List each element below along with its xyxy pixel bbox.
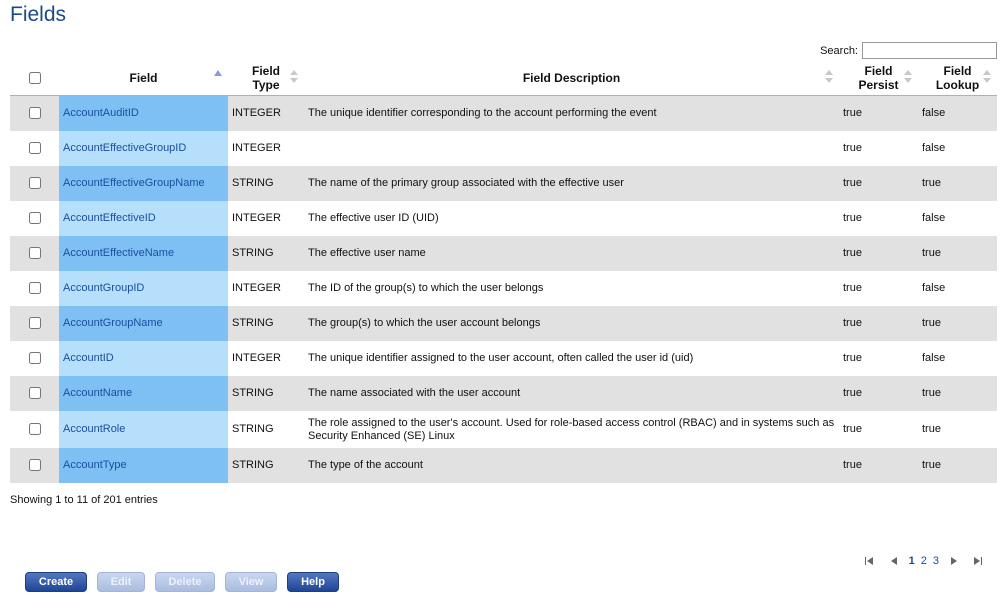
field-description-cell: The unique identifier assigned to the user account, often called the user id (uid) bbox=[304, 341, 839, 376]
field-type-cell: STRING bbox=[228, 166, 304, 201]
field-description-cell: The unique identifier corresponding to the account performing the event bbox=[304, 96, 839, 132]
sort-both-icon bbox=[904, 70, 912, 84]
table-row[interactable] bbox=[10, 131, 997, 166]
row-checkbox[interactable] bbox=[29, 317, 41, 329]
field-persist-cell: true bbox=[839, 131, 918, 166]
column-header-field-type[interactable] bbox=[228, 60, 304, 96]
field-name-link[interactable]: AccountRole bbox=[63, 423, 126, 435]
row-checkbox[interactable] bbox=[29, 247, 41, 259]
search-box bbox=[820, 42, 997, 59]
page-title: Fields bbox=[10, 3, 67, 26]
row-checkbox[interactable] bbox=[29, 387, 41, 399]
field-description-cell: The group(s) to which the user account belongs bbox=[304, 306, 839, 341]
field-lookup-cell: true bbox=[918, 236, 997, 271]
row-checkbox[interactable] bbox=[29, 282, 41, 294]
row-checkbox[interactable] bbox=[29, 423, 41, 435]
table-row[interactable] bbox=[10, 411, 997, 448]
previous-page-icon[interactable] bbox=[888, 555, 900, 567]
field-lookup-cell: false bbox=[918, 131, 997, 166]
field-name-link[interactable]: AccountEffectiveID bbox=[63, 212, 156, 224]
field-persist-cell: true bbox=[839, 236, 918, 271]
page-link-2[interactable]: 2 bbox=[920, 555, 927, 567]
field-type-cell: STRING bbox=[228, 411, 304, 448]
field-persist-cell: true bbox=[839, 201, 918, 236]
table-row[interactable] bbox=[10, 341, 997, 376]
field-lookup-cell: true bbox=[918, 448, 997, 483]
field-persist-cell: true bbox=[839, 411, 918, 448]
select-all-header bbox=[10, 60, 59, 96]
column-header-label: Field Description bbox=[522, 70, 621, 85]
field-name-link[interactable]: AccountName bbox=[63, 387, 133, 399]
field-description-cell: The name associated with the user account bbox=[304, 376, 839, 411]
field-description-cell: The role assigned to the user's account. Used for role-based access control (RBAC) and in systems such as Security Enhanced (SE) Linux bbox=[304, 411, 839, 448]
table-row[interactable] bbox=[10, 236, 997, 271]
field-lookup-cell: false bbox=[918, 96, 997, 132]
field-description-cell: The type of the account bbox=[304, 448, 839, 483]
column-header-field[interactable] bbox=[59, 60, 228, 96]
field-description-cell: The effective user ID (UID) bbox=[304, 201, 839, 236]
next-page-icon[interactable] bbox=[948, 555, 960, 567]
field-name-link[interactable]: AccountGroupName bbox=[63, 317, 163, 329]
column-header-field-lookup[interactable] bbox=[918, 60, 997, 96]
field-type-cell: INTEGER bbox=[228, 96, 304, 132]
field-lookup-cell: false bbox=[918, 271, 997, 306]
field-persist-cell: true bbox=[839, 341, 918, 376]
field-type-cell: STRING bbox=[228, 448, 304, 483]
field-name-link[interactable]: AccountGroupID bbox=[63, 282, 145, 294]
sort-ascending-icon bbox=[214, 70, 222, 76]
sort-both-icon bbox=[983, 70, 991, 84]
last-page-icon[interactable] bbox=[972, 555, 984, 567]
column-header-field-description[interactable] bbox=[304, 60, 839, 96]
table-row[interactable] bbox=[10, 96, 997, 132]
column-header-field-persist[interactable] bbox=[839, 60, 918, 96]
field-description-cell bbox=[304, 131, 839, 166]
field-name-link[interactable]: AccountID bbox=[63, 352, 114, 364]
table-row[interactable] bbox=[10, 271, 997, 306]
field-description-cell: The name of the primary group associated with the effective user bbox=[304, 166, 839, 201]
field-lookup-cell: true bbox=[918, 166, 997, 201]
field-description-cell: The effective user name bbox=[304, 236, 839, 271]
field-type-cell: STRING bbox=[228, 306, 304, 341]
field-lookup-cell: true bbox=[918, 376, 997, 411]
sort-both-icon bbox=[290, 70, 298, 84]
field-type-cell: INTEGER bbox=[228, 341, 304, 376]
field-type-cell: STRING bbox=[228, 376, 304, 411]
table-row[interactable] bbox=[10, 376, 997, 411]
pagination bbox=[858, 555, 990, 567]
field-name-link[interactable]: AccountAuditID bbox=[63, 107, 139, 119]
field-persist-cell: true bbox=[839, 306, 918, 341]
delete-button[interactable]: Delete bbox=[155, 572, 215, 592]
search-label: Search: bbox=[820, 44, 858, 57]
table-row[interactable] bbox=[10, 166, 997, 201]
row-checkbox[interactable] bbox=[29, 459, 41, 471]
column-header-label: Field Type bbox=[251, 63, 280, 92]
table-info: Showing 1 to 11 of 201 entries bbox=[10, 494, 158, 506]
row-checkbox[interactable] bbox=[29, 177, 41, 189]
page-link-3[interactable]: 3 bbox=[932, 555, 939, 567]
table-row[interactable] bbox=[10, 448, 997, 483]
field-persist-cell: true bbox=[839, 448, 918, 483]
field-name-link[interactable]: AccountEffectiveGroupID bbox=[63, 142, 187, 154]
field-type-cell: INTEGER bbox=[228, 201, 304, 236]
field-description-cell: The ID of the group(s) to which the user belongs bbox=[304, 271, 839, 306]
table-header-row bbox=[10, 60, 997, 96]
column-header-label: Field Lookup bbox=[935, 63, 980, 92]
column-header-label: Field Persist bbox=[858, 63, 899, 92]
table-row[interactable] bbox=[10, 201, 997, 236]
row-checkbox[interactable] bbox=[29, 212, 41, 224]
field-persist-cell: true bbox=[839, 166, 918, 201]
search-input[interactable] bbox=[862, 42, 997, 59]
view-button[interactable]: View bbox=[225, 572, 277, 592]
field-lookup-cell: true bbox=[918, 411, 997, 448]
field-type-cell: INTEGER bbox=[228, 131, 304, 166]
edit-button[interactable]: Edit bbox=[97, 572, 145, 592]
field-persist-cell: true bbox=[839, 271, 918, 306]
field-name-link[interactable]: AccountEffectiveName bbox=[63, 247, 175, 259]
action-buttons bbox=[25, 572, 339, 592]
field-name-link[interactable]: AccountType bbox=[63, 459, 127, 471]
field-persist-cell: true bbox=[839, 376, 918, 411]
create-button[interactable]: Create bbox=[25, 572, 87, 592]
help-button[interactable]: Help bbox=[287, 572, 339, 592]
column-header-label: Field bbox=[129, 70, 158, 85]
sort-both-icon bbox=[825, 70, 833, 84]
page-link-1[interactable]: 1 bbox=[908, 555, 915, 567]
fields-table bbox=[10, 60, 997, 483]
field-persist-cell: true bbox=[839, 96, 918, 132]
field-lookup-cell: true bbox=[918, 306, 997, 341]
row-checkbox[interactable] bbox=[29, 352, 41, 364]
row-checkbox[interactable] bbox=[29, 142, 41, 154]
select-all-checkbox[interactable] bbox=[29, 72, 41, 84]
field-lookup-cell: false bbox=[918, 341, 997, 376]
first-page-icon[interactable] bbox=[864, 555, 876, 567]
field-type-cell: STRING bbox=[228, 236, 304, 271]
row-checkbox[interactable] bbox=[29, 107, 41, 119]
field-name-link[interactable]: AccountEffectiveGroupName bbox=[63, 177, 205, 189]
field-lookup-cell: false bbox=[918, 201, 997, 236]
table-row[interactable] bbox=[10, 306, 997, 341]
field-type-cell: INTEGER bbox=[228, 271, 304, 306]
